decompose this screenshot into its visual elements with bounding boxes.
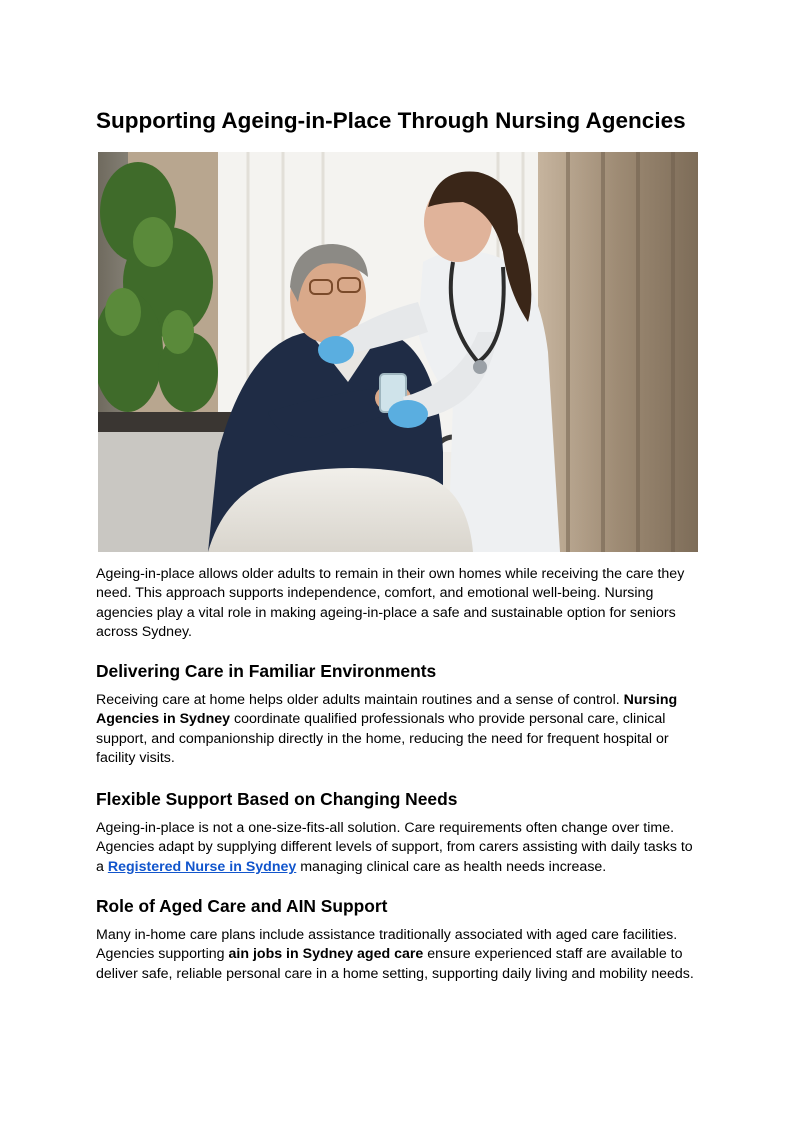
section-paragraph (96, 926, 699, 984)
page-title: Supporting Ageing-in-Place Through Nursing Agencies (96, 108, 686, 133)
section-paragraph (96, 819, 699, 877)
section-flexible-support (96, 788, 699, 877)
section-heading: Flexible Support Based on Changing Needs (96, 789, 458, 809)
text-segment: ensure experienced staff are available to deliver safe, reliable personal care in a home setting, supporting daily living and mobility needs. (96, 946, 694, 982)
intro-paragraph (96, 565, 699, 643)
intro-text: Ageing-in-place allows older adults to remain in their own homes while receiving the care they need. This approach supports independence, comfort, and emotional well-being. Nursing agencies play a vital role in making ageing-in-place a safe and sustainable option for seniors across Sydney. (96, 566, 685, 641)
bold-keyword: Nursing Agencies in Sydney (96, 692, 678, 728)
text-segment: coordinate qualified professionals who provide personal care, clinical support, and companionship directly in the home, reducing the need for frequent hospital or facility visits. (96, 711, 669, 767)
text-segment: Many in-home care plans include assistance traditionally associated with aged care facilities. Agencies supporting (96, 927, 678, 963)
text-segment: managing clinical care as health needs increase. (296, 858, 607, 875)
section-heading: Role of Aged Care and AIN Support (96, 896, 388, 916)
registered-nurse-link[interactable]: Registered Nurse in Sydney (107, 858, 297, 875)
text-segment: Receiving care at home helps older adults maintain routines and a sense of control. (96, 692, 624, 708)
section-heading: Delivering Care in Familiar Environments (96, 661, 437, 681)
section-paragraph (96, 691, 699, 769)
section-aged-care-ain (96, 895, 699, 984)
hero-image (98, 152, 698, 552)
text-segment: Ageing-in-place is not a one-size-fits-all solution. Care requirements often change over time. Agencies adapt by supplying different levels of support, from carers assisting with daily tasks to a (96, 820, 693, 875)
section-familiar-environments (96, 660, 699, 769)
bold-keyword: ain jobs in Sydney aged care (228, 946, 424, 963)
